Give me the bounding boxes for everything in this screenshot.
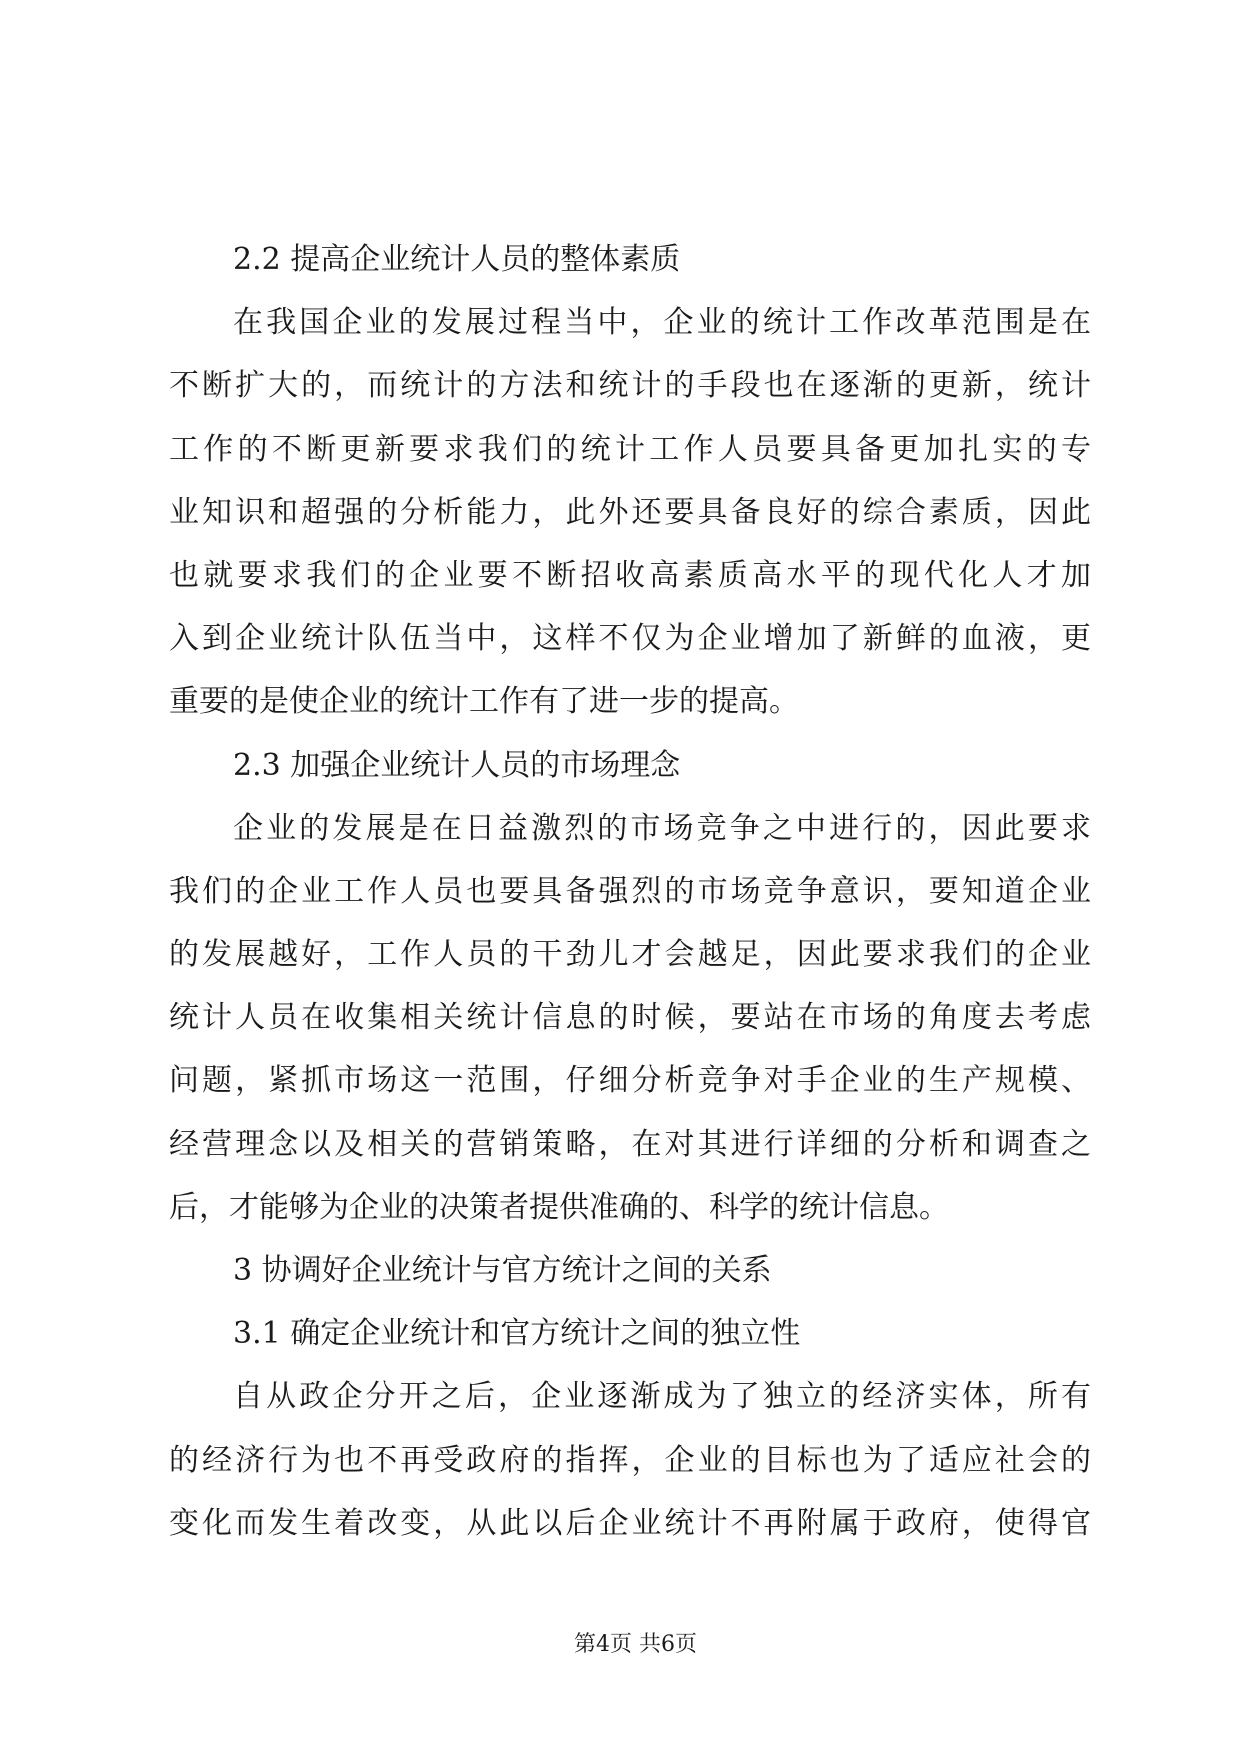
- paragraph-line: 的经济行为也不再受政府的指挥，企业的目标也为了适应社会的: [169, 1442, 1091, 1478]
- document-body: [169, 228, 1091, 1555]
- page-number-footer: 第4页 共6页: [574, 1632, 697, 1657]
- paragraph-line: 我们的企业工作人员也要具备强烈的市场竞争意识，要知道企业: [169, 873, 1091, 909]
- paragraph-line: 变化而发生着改变，从此以后企业统计不再附属于政府，使得官: [169, 1505, 1091, 1541]
- paragraph-line: 统计人员在收集相关统计信息的时候，要站在市场的角度去考虑: [169, 1000, 1091, 1036]
- paragraph-line: 自从政企分开之后，企业逐渐成为了独立的经济实体，所有: [233, 1379, 1091, 1415]
- paragraph-line: 入到企业统计队伍当中，这样不仅为企业增加了新鲜的血液，更: [169, 621, 1091, 657]
- section-heading-3-1: 3.1 确定企业统计和官方统计之间的独立性: [233, 1316, 801, 1352]
- section-heading-2-2: 2.2 提高企业统计人员的整体素质: [233, 242, 681, 277]
- paragraph-line: 也就要求我们的企业要不断招收高素质高水平的现代化人才加: [169, 557, 1091, 593]
- paragraph-line: 问题，紧抓市场这一范围，仔细分析竞争对手企业的生产规模、: [169, 1063, 1091, 1099]
- paragraph-line: 后，才能够为企业的决策者提供准确的、科学的统计信息。: [169, 1189, 949, 1225]
- paragraph-line: 经营理念以及相关的营销策略，在对其进行详细的分析和调查之: [169, 1126, 1091, 1162]
- paragraph-line: 在我国企业的发展过程当中，企业的统计工作改革范围是在: [233, 305, 1091, 341]
- section-heading-3: 3 协调好企业统计与官方统计之间的关系: [233, 1253, 772, 1288]
- paragraph-line: 企业的发展是在日益激烈的市场竞争之中进行的，因此要求: [233, 810, 1091, 846]
- section-heading-2-3: 2.3 加强企业统计人员的市场理念: [233, 747, 681, 783]
- paragraph-line: 的发展越好，工作人员的干劲儿才会越足，因此要求我们的企业: [169, 937, 1091, 973]
- paragraph-line: 工作的不断更新要求我们的统计工作人员要具备更加扎实的专: [169, 431, 1091, 467]
- paragraph-line: 业知识和超强的分析能力，此外还要具备良好的综合素质，因此: [169, 494, 1091, 530]
- paragraph-line: 重要的是使企业的统计工作有了进一步的提高。: [169, 684, 799, 720]
- paragraph-line: 不断扩大的，而统计的方法和统计的手段也在逐渐的更新，统计: [169, 368, 1091, 404]
